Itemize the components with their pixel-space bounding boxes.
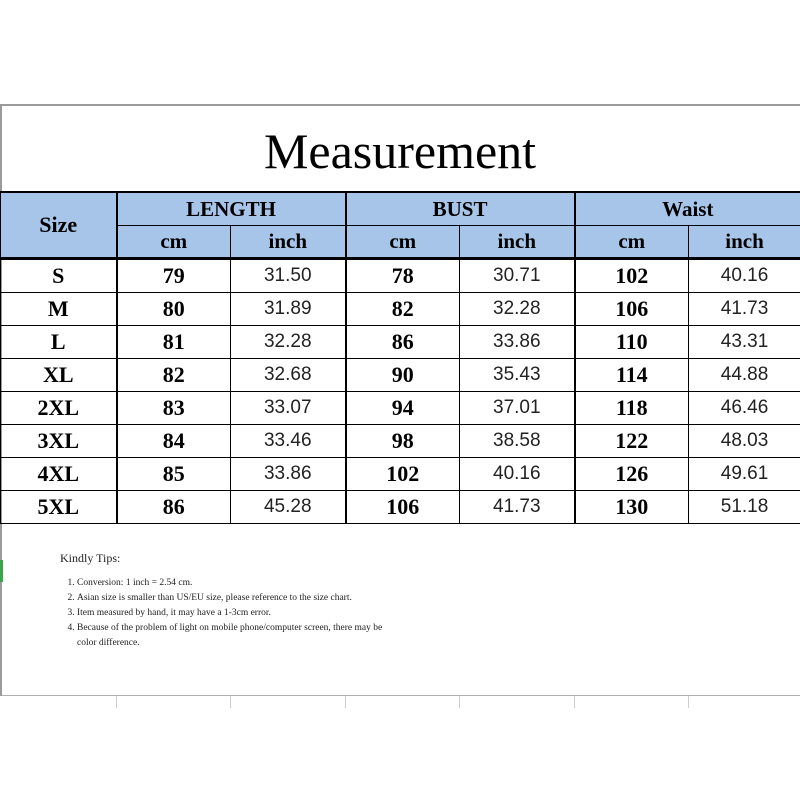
waist-inch: 40.16 bbox=[689, 259, 800, 293]
length-cm: 84 bbox=[117, 425, 231, 458]
length-inch: 33.07 bbox=[231, 392, 346, 425]
table-row bbox=[1, 359, 800, 392]
bust-cm: 98 bbox=[346, 425, 460, 458]
group-header-length: LENGTH bbox=[117, 192, 346, 226]
waist-cm: 102 bbox=[575, 259, 689, 293]
bust-cm: 78 bbox=[346, 259, 460, 293]
kindly-tips bbox=[60, 551, 480, 651]
unit-header: inch bbox=[460, 226, 575, 259]
bust-inch: 33.86 bbox=[460, 326, 575, 359]
bust-cm: 90 bbox=[346, 359, 460, 392]
unit-header: cm bbox=[575, 226, 689, 259]
waist-cm: 118 bbox=[575, 392, 689, 425]
waist-cm: 110 bbox=[575, 326, 689, 359]
size-label: 3XL bbox=[1, 425, 117, 458]
unit-header: inch bbox=[231, 226, 346, 259]
table-row bbox=[1, 259, 800, 293]
waist-inch: 49.61 bbox=[689, 458, 800, 491]
length-inch: 32.28 bbox=[231, 326, 346, 359]
edge-marker bbox=[0, 560, 3, 582]
length-cm: 85 bbox=[117, 458, 231, 491]
tip-item bbox=[77, 621, 480, 651]
waist-inch: 51.18 bbox=[689, 491, 800, 524]
bust-inch: 41.73 bbox=[460, 491, 575, 524]
tips-title: Kindly Tips: bbox=[60, 551, 121, 565]
size-table bbox=[0, 191, 800, 524]
table-header bbox=[1, 192, 800, 259]
waist-inch: 43.31 bbox=[689, 326, 800, 359]
length-inch: 31.89 bbox=[231, 293, 346, 326]
table-row bbox=[1, 293, 800, 326]
bust-inch: 30.71 bbox=[460, 259, 575, 293]
length-cm: 79 bbox=[117, 259, 231, 293]
bust-inch: 40.16 bbox=[460, 458, 575, 491]
bust-inch: 38.58 bbox=[460, 425, 575, 458]
table-row bbox=[1, 326, 800, 359]
unit-header: cm bbox=[117, 226, 231, 259]
waist-inch: 46.46 bbox=[689, 392, 800, 425]
length-cm: 81 bbox=[117, 326, 231, 359]
waist-inch: 44.88 bbox=[689, 359, 800, 392]
table-row bbox=[1, 458, 800, 491]
bust-cm: 86 bbox=[346, 326, 460, 359]
page-title: Measurement bbox=[263, 123, 537, 179]
unit-header: cm bbox=[346, 226, 460, 259]
tip-item: 1. Conversion: 1 inch = 2.54 cm. bbox=[77, 576, 480, 591]
size-label: 4XL bbox=[1, 458, 117, 491]
length-cm: 82 bbox=[117, 359, 231, 392]
waist-cm: 130 bbox=[575, 491, 689, 524]
length-cm: 83 bbox=[117, 392, 231, 425]
bust-cm: 94 bbox=[346, 392, 460, 425]
tip-item: 3. Item measured by hand, it may have a 1-3cm error. bbox=[77, 606, 480, 621]
unit-header: inch bbox=[689, 226, 800, 259]
length-inch: 31.50 bbox=[231, 259, 346, 293]
table-row bbox=[1, 491, 800, 524]
tip-item-continued: color difference. bbox=[77, 638, 140, 648]
length-inch: 33.86 bbox=[231, 458, 346, 491]
size-label: L bbox=[1, 326, 117, 359]
length-inch: 33.46 bbox=[231, 425, 346, 458]
group-header-bust: BUST bbox=[346, 192, 575, 226]
size-label: M bbox=[1, 293, 117, 326]
size-label: XL bbox=[1, 359, 117, 392]
length-inch: 45.28 bbox=[231, 491, 346, 524]
table-row bbox=[1, 425, 800, 458]
length-cm: 80 bbox=[117, 293, 231, 326]
bust-cm: 106 bbox=[346, 491, 460, 524]
size-column-header: Size bbox=[1, 192, 117, 259]
waist-cm: 122 bbox=[575, 425, 689, 458]
size-label: S bbox=[1, 259, 117, 293]
waist-inch: 48.03 bbox=[689, 425, 800, 458]
size-label: 5XL bbox=[1, 491, 117, 524]
group-header-waist: Waist bbox=[575, 192, 800, 226]
bust-inch: 37.01 bbox=[460, 392, 575, 425]
length-inch: 32.68 bbox=[231, 359, 346, 392]
waist-cm: 126 bbox=[575, 458, 689, 491]
tip-item-text: 4. Because of the problem of light on mobile phone/computer screen, there may be bbox=[77, 623, 383, 633]
tip-item: 2. Asian size is smaller than US/EU size, please reference to the size chart. bbox=[77, 591, 480, 606]
tips-list bbox=[60, 576, 480, 651]
length-cm: 86 bbox=[117, 491, 231, 524]
size-label: 2XL bbox=[1, 392, 117, 425]
waist-inch: 41.73 bbox=[689, 293, 800, 326]
table-row bbox=[1, 392, 800, 425]
waist-cm: 106 bbox=[575, 293, 689, 326]
waist-cm: 114 bbox=[575, 359, 689, 392]
bust-inch: 32.28 bbox=[460, 293, 575, 326]
table-body bbox=[1, 259, 800, 524]
faint-column-lines bbox=[0, 696, 800, 708]
bust-cm: 102 bbox=[346, 458, 460, 491]
bust-cm: 82 bbox=[346, 293, 460, 326]
bust-inch: 35.43 bbox=[460, 359, 575, 392]
